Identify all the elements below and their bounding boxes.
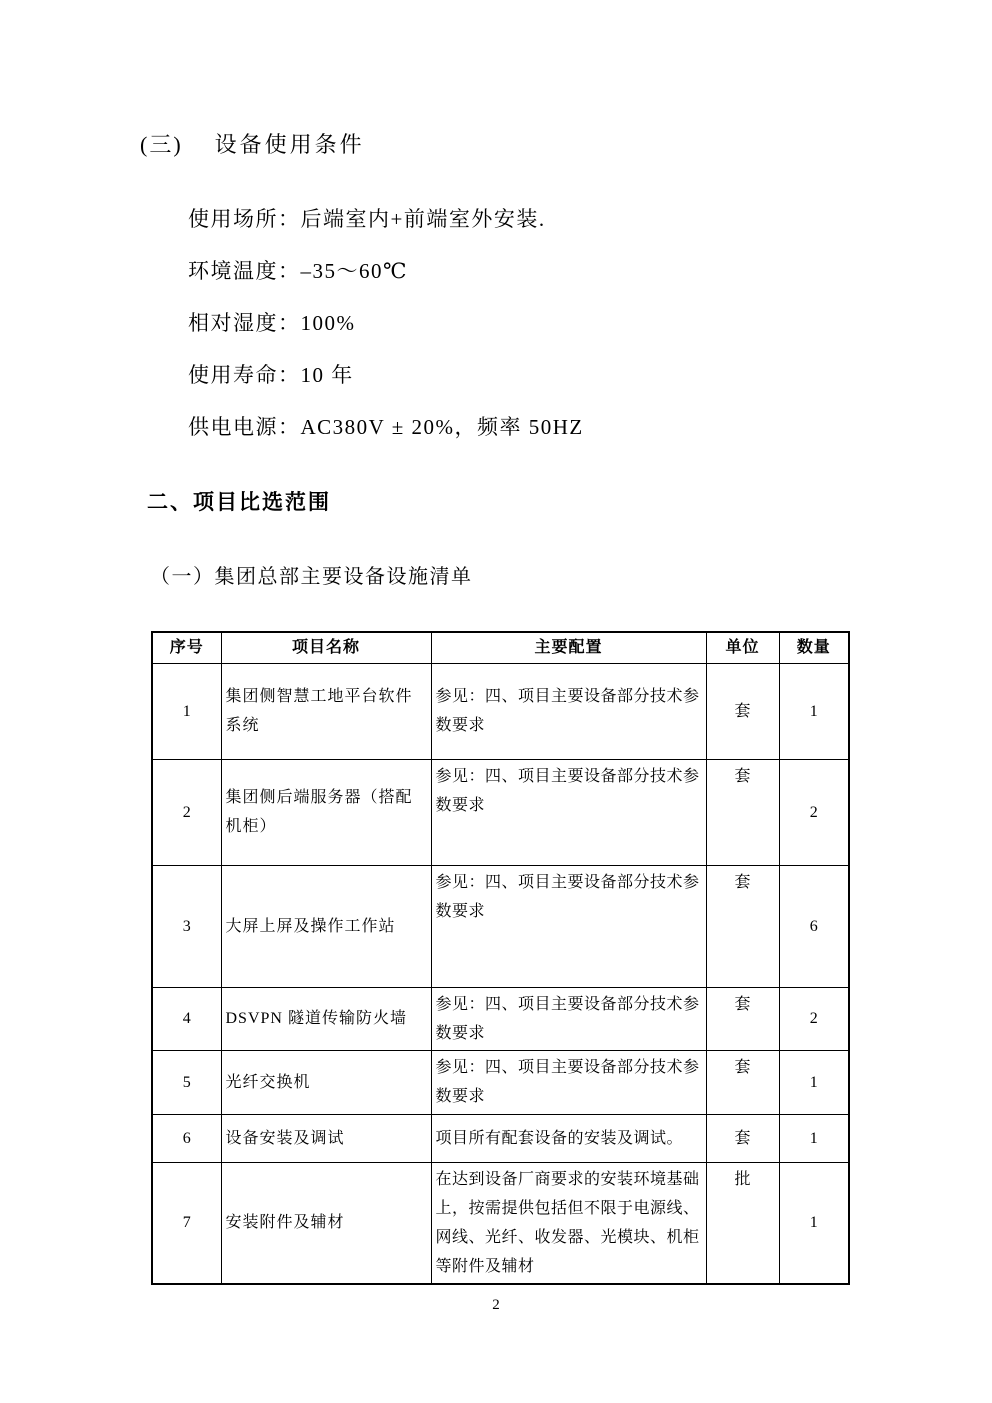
section-title: 设备使用条件 bbox=[214, 132, 365, 157]
row-item-name-cell: 光纤交换机 bbox=[221, 1050, 431, 1114]
row-item-name-cell: 集团侧后端服务器（搭配机柜） bbox=[221, 759, 431, 865]
row-config-cell: 项目所有配套设备的安装及调试。 bbox=[431, 1114, 706, 1162]
condition-line-humidity: 相对湿度：100% bbox=[188, 311, 356, 335]
row-qty-cell: 1 bbox=[779, 1162, 849, 1284]
row-qty-cell: 1 bbox=[779, 1114, 849, 1162]
row-unit-cell: 套 bbox=[706, 759, 779, 865]
row-qty-cell: 6 bbox=[779, 865, 849, 987]
row-seq-cell: 6 bbox=[152, 1114, 221, 1162]
row-config-cell: 参见：四、项目主要设备部分技术参数要求 bbox=[431, 1050, 706, 1114]
row-config-cell: 参见：四、项目主要设备部分技术参数要求 bbox=[431, 759, 706, 865]
row-config-cell: 参见：四、项目主要设备部分技术参数要求 bbox=[431, 987, 706, 1050]
subsection-heading: （一）集团总部主要设备设施清单 bbox=[150, 566, 473, 588]
row-item-name-cell: 设备安装及调试 bbox=[221, 1114, 431, 1162]
table-row bbox=[152, 663, 849, 759]
row-seq-cell: 2 bbox=[152, 759, 221, 865]
row-qty-cell: 1 bbox=[779, 663, 849, 759]
row-qty-cell: 2 bbox=[779, 759, 849, 865]
row-seq-cell: 4 bbox=[152, 987, 221, 1050]
col-header-unit: 单位 bbox=[706, 632, 779, 663]
col-header-config: 主要配置 bbox=[431, 632, 706, 663]
table-row bbox=[152, 759, 849, 865]
row-seq-cell: 1 bbox=[152, 663, 221, 759]
row-seq-cell: 3 bbox=[152, 865, 221, 987]
inventory-table-body bbox=[152, 663, 849, 1284]
row-item-name-cell: 安装附件及辅材 bbox=[221, 1162, 431, 1284]
equipment-inventory-table bbox=[151, 631, 850, 1285]
col-header-item-name: 项目名称 bbox=[221, 632, 431, 663]
row-qty-cell: 2 bbox=[779, 987, 849, 1050]
row-seq-cell: 5 bbox=[152, 1050, 221, 1114]
page-number: 2 bbox=[492, 1297, 500, 1313]
table-row bbox=[152, 865, 849, 987]
table-row bbox=[152, 1050, 849, 1114]
section-heading bbox=[140, 131, 365, 159]
row-config-cell: 在达到设备厂商要求的安装环境基础上，按需提供包括但不限于电源线、网线、光纤、收发器、光模块、机柜等附件及辅材 bbox=[431, 1162, 706, 1284]
row-unit-cell: 套 bbox=[706, 987, 779, 1050]
condition-line-service-life: 使用寿命：10 年 bbox=[188, 363, 354, 387]
row-item-name-cell: 集团侧智慧工地平台软件系统 bbox=[221, 663, 431, 759]
row-unit-cell: 批 bbox=[706, 1162, 779, 1284]
col-header-qty: 数量 bbox=[779, 632, 849, 663]
row-config-cell: 参见：四、项目主要设备部分技术参数要求 bbox=[431, 865, 706, 987]
condition-line-ambient-temp: 环境温度：–35～60℃ bbox=[188, 259, 408, 283]
row-item-name-cell: 大屏上屏及操作工作站 bbox=[221, 865, 431, 987]
row-unit-cell: 套 bbox=[706, 663, 779, 759]
row-item-name-cell: DSVPN 隧道传输防火墙 bbox=[221, 987, 431, 1050]
row-unit-cell: 套 bbox=[706, 1050, 779, 1114]
row-qty-cell: 1 bbox=[779, 1050, 849, 1114]
row-seq-cell: 7 bbox=[152, 1162, 221, 1284]
condition-line-usage-place: 使用场所：后端室内+前端室外安装. bbox=[188, 207, 546, 231]
row-config-cell: 参见：四、项目主要设备部分技术参数要求 bbox=[431, 663, 706, 759]
col-header-seq: 序号 bbox=[152, 632, 221, 663]
section-number: (三) bbox=[140, 132, 183, 157]
table-row bbox=[152, 987, 849, 1050]
table-row bbox=[152, 1162, 849, 1284]
row-unit-cell: 套 bbox=[706, 865, 779, 987]
condition-line-power-supply: 供电电源：AC380V ± 20%，频率 50HZ bbox=[188, 415, 584, 439]
table-header-row bbox=[152, 632, 849, 663]
table-row bbox=[152, 1114, 849, 1162]
chapter-heading: 二、项目比选范围 bbox=[147, 490, 331, 514]
row-unit-cell: 套 bbox=[706, 1114, 779, 1162]
